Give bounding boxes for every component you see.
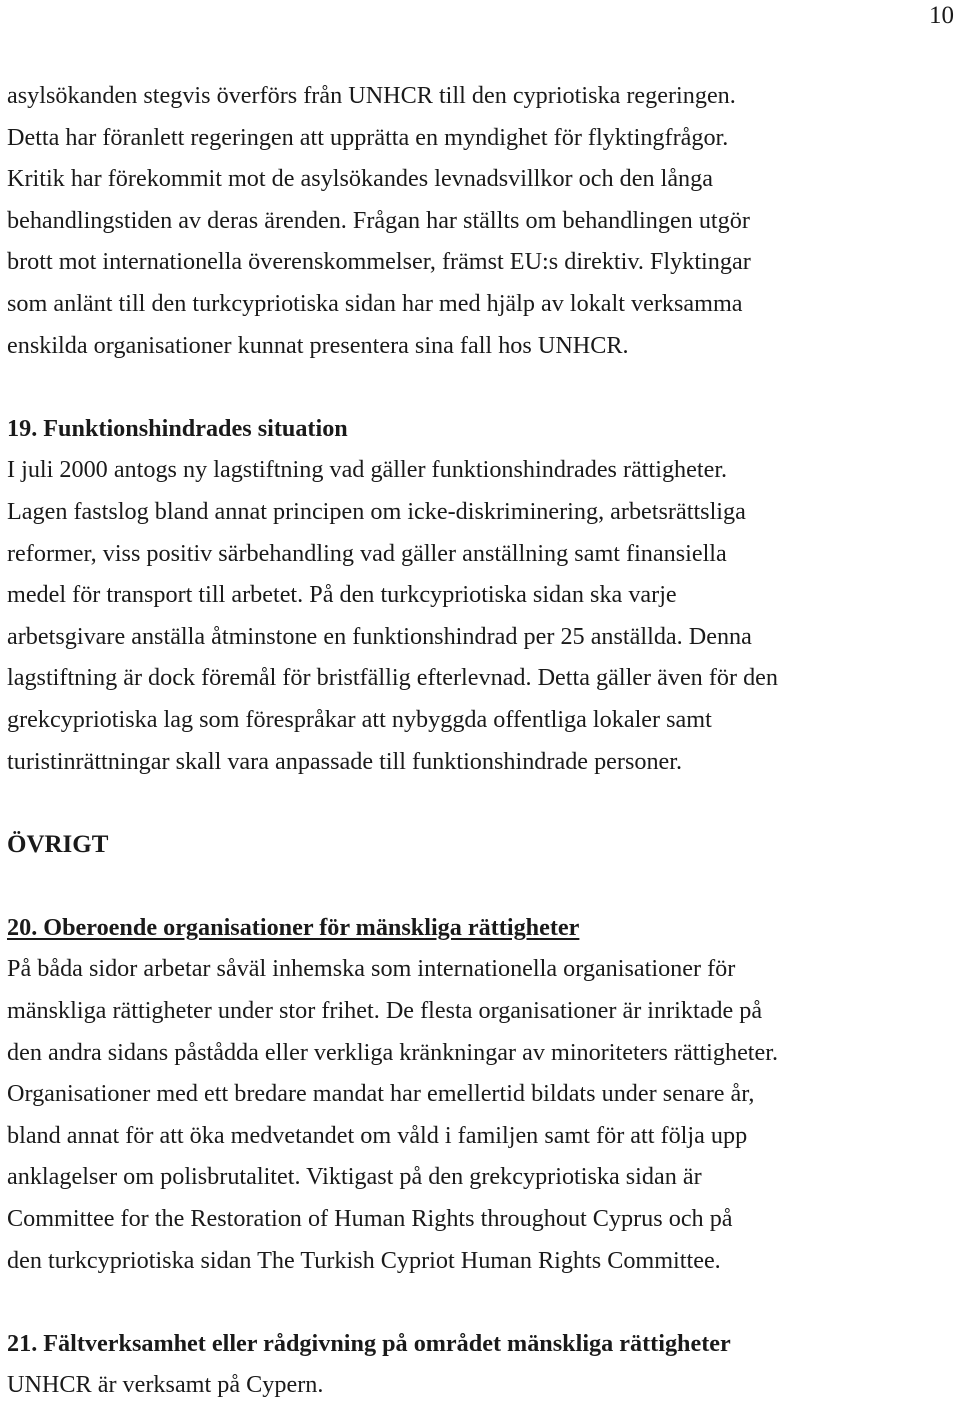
text-line: Detta har föranlett regeringen att upprätta en myndighet för flyktingfrågor. <box>7 123 729 151</box>
text-line: brott mot internationella överenskommelser, främst EU:s direktiv. Flyktingar <box>7 248 751 276</box>
text-line: den andra sidans påstådda eller verkliga kränkningar av minoriteters rättigheter. <box>7 1038 779 1066</box>
text-line: enskilda organisationer kunnat presentera sina fall hos UNHCR. <box>7 331 629 359</box>
text-line: I juli 2000 antogs ny lagstiftning vad gäller funktionshindrades rättigheter. <box>7 456 728 484</box>
text-line: UNHCR är verksamt på Cypern. <box>7 1371 324 1399</box>
text-line: Organisationer med ett bredare mandat har emellertid bildats under senare år, <box>7 1080 755 1108</box>
section-19-heading: 19. Funktionshindrades situation <box>7 414 348 442</box>
spacer <box>7 865 957 907</box>
ovrigt-heading: ÖVRIGT <box>7 830 109 858</box>
text-line: anklagelser om polisbrutalitet. Viktigast på den grekcypriotiska sidan är <box>7 1163 702 1191</box>
text-line: behandlingstiden av deras ärenden. Frågan har ställts om behandlingen utgör <box>7 206 750 234</box>
page-number: 10 <box>929 2 954 29</box>
text-line: asylsökanden stegvis överförs från UNHCR till den cypriotiska regeringen. <box>7 82 736 109</box>
text-line: På båda sidor arbetar såväl inhemska som internationella organisationer för <box>7 955 736 983</box>
text-line: den turkcypriotiska sidan The Turkish Cypriot Human Rights Committee. <box>7 1246 721 1274</box>
spacer <box>7 782 957 824</box>
section-20-paragraph <box>7 948 957 1281</box>
text-line: lagstiftning är dock föremål för bristfällig efterlevnad. Detta gäller även för den <box>7 664 779 692</box>
document-body <box>7 75 957 1406</box>
text-line: grekcypriotiska lag som förespråkar att nybyggda offentliga lokaler samt <box>7 705 712 733</box>
text-line: bland annat för att öka medvetandet om våld i familjen samt för att följa upp <box>7 1121 748 1149</box>
section-21-heading: 21. Fältverksamhet eller rådgivning på området mänskliga rättigheter <box>7 1329 731 1357</box>
section-21-paragraph <box>7 1364 957 1406</box>
text-line: Committee for the Restoration of Human Rights throughout Cyprus och på <box>7 1205 733 1233</box>
section-20-heading: 20. Oberoende organisationer för mänskliga rättigheter <box>7 913 580 941</box>
text-line: som anlänt till den turkcypriotiska sidan har med hjälp av lokalt verksamma <box>7 289 743 317</box>
spacer <box>7 1281 957 1323</box>
text-line: Kritik har förekommit mot de asylsökandes levnadsvillkor och den långa <box>7 165 713 193</box>
intro-paragraph <box>7 75 957 366</box>
text-line: mänskliga rättigheter under stor frihet. De flesta organisationer är inriktade på <box>7 997 763 1025</box>
text-line: arbetsgivare anställa åtminstone en funktionshindrad per 25 anställda. Denna <box>7 622 752 650</box>
text-line: reformer, viss positiv särbehandling vad gäller anställning samt finansiella <box>7 539 727 567</box>
section-19-paragraph <box>7 449 957 782</box>
text-line: Lagen fastslog bland annat principen om icke-diskriminering, arbetsrättsliga <box>7 497 746 525</box>
text-line: turistinrättningar skall vara anpassade till funktionshindrade personer. <box>7 747 683 775</box>
text-line: medel för transport till arbetet. På den turkcypriotiska sidan ska varje <box>7 581 677 609</box>
spacer <box>7 366 957 408</box>
